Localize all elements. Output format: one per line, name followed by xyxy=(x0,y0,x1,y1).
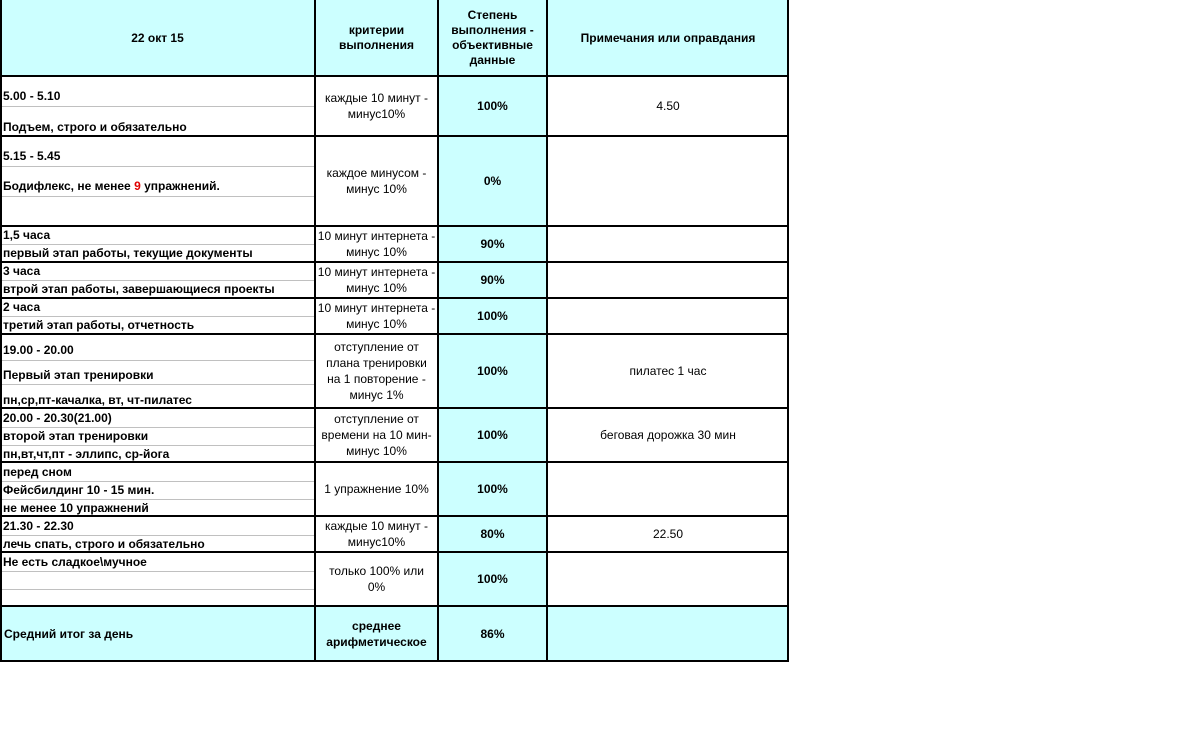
summary-note[interactable] xyxy=(547,606,789,661)
column-border xyxy=(787,0,789,662)
summary-criteria[interactable]: среднее арифметическое xyxy=(315,606,438,661)
degree-cell[interactable]: 100% xyxy=(438,76,547,136)
task-time: 19.00 - 20.00 xyxy=(3,343,74,357)
criteria-cell[interactable]: 10 минут интернета - минус 10% xyxy=(315,262,438,298)
criteria-cell[interactable]: каждое минусом - минус 10% xyxy=(315,136,438,226)
column-border xyxy=(0,0,2,662)
note-cell[interactable] xyxy=(547,552,789,606)
row-border xyxy=(0,515,789,517)
task-cell[interactable] xyxy=(0,462,315,516)
note-cell[interactable]: беговая дорожка 30 мин xyxy=(547,408,789,462)
criteria-cell[interactable]: каждые 10 минут - минус10% xyxy=(315,76,438,136)
note-cell[interactable] xyxy=(547,136,789,226)
task-time: 3 часа xyxy=(3,264,41,278)
degree-cell[interactable]: 100% xyxy=(438,462,547,516)
criteria-cell[interactable]: 10 минут интернета - минус 10% xyxy=(315,298,438,334)
row-border xyxy=(0,551,789,553)
task-time: 2 часа xyxy=(3,300,41,314)
task-description: Первый этап тренировки xyxy=(3,368,154,382)
degree-cell[interactable]: 90% xyxy=(438,262,547,298)
task-description: лечь спать, строго и обязательно xyxy=(3,537,205,551)
task-description: второй этап тренировки xyxy=(3,429,149,443)
degree-cell[interactable]: 100% xyxy=(438,552,547,606)
exercise-count: 9 xyxy=(134,179,141,193)
row-border xyxy=(0,333,789,335)
row-border xyxy=(0,225,789,227)
task-cell[interactable] xyxy=(0,334,315,408)
task-text-part: Бодифлекс, не менее xyxy=(3,179,131,193)
summary-label[interactable]: Средний итог за день xyxy=(0,606,315,661)
row-border xyxy=(0,660,789,662)
gridline xyxy=(0,384,315,385)
row-border xyxy=(0,297,789,299)
note-cell[interactable]: 4.50 xyxy=(547,76,789,136)
column-border xyxy=(437,0,439,662)
task-cell[interactable] xyxy=(0,136,315,226)
degree-cell[interactable]: 90% xyxy=(438,226,547,262)
task-time: 20.00 - 20.30(21.00) xyxy=(3,411,112,425)
row-border xyxy=(0,605,789,607)
task-description: втрой этап работы, завершающиеся проекты xyxy=(3,282,275,296)
criteria-cell[interactable]: каждые 10 минут - минус10% xyxy=(315,516,438,552)
task-time: 5.15 - 5.45 xyxy=(3,149,61,163)
column-border xyxy=(546,0,548,662)
gridline xyxy=(0,360,315,361)
task-cell[interactable] xyxy=(0,516,315,552)
task-cell[interactable] xyxy=(0,262,315,298)
task-cell[interactable] xyxy=(0,298,315,334)
gridline xyxy=(0,196,315,197)
row-border xyxy=(0,407,789,409)
task-detail: пн,вт,чт,пт - эллипс, ср-йога xyxy=(3,447,170,461)
criteria-cell[interactable]: отступление от плана тренировки на 1 повторение - минус 1% xyxy=(315,334,438,408)
gridline xyxy=(0,589,315,590)
task-time: перед сном xyxy=(3,465,72,479)
task-cell[interactable] xyxy=(0,552,315,606)
summary-degree[interactable]: 86% xyxy=(438,606,547,661)
note-cell[interactable] xyxy=(547,226,789,262)
row-border xyxy=(0,461,789,463)
task-description: первый этап работы, текущие документы xyxy=(3,246,253,260)
row-border xyxy=(0,75,789,77)
gridline xyxy=(0,571,315,572)
note-cell[interactable]: пилатес 1 час xyxy=(547,334,789,408)
task-description: Фейсбилдинг 10 - 15 мин. xyxy=(3,483,155,497)
task-cell[interactable] xyxy=(0,76,315,136)
note-cell[interactable] xyxy=(547,262,789,298)
degree-cell[interactable]: 100% xyxy=(438,334,547,408)
header-notes[interactable]: Примечания или оправдания xyxy=(547,0,789,76)
note-cell[interactable] xyxy=(547,462,789,516)
criteria-cell[interactable]: отступление от времени на 10 мин- минус 10% xyxy=(315,408,438,462)
task-description: Подъем, строго и обязательно xyxy=(3,120,187,134)
header-degree[interactable]: Степень выполнения - объективные данные xyxy=(438,0,547,76)
note-cell[interactable] xyxy=(547,298,789,334)
task-detail: не менее 10 упражнений xyxy=(3,501,149,515)
gridline xyxy=(0,166,315,167)
row-border xyxy=(0,261,789,263)
task-description xyxy=(3,178,313,194)
task-detail: пн,ср,пт-качалка, вт, чт-пилатес xyxy=(3,393,192,407)
criteria-cell[interactable]: 1 упражнение 10% xyxy=(315,462,438,516)
column-border xyxy=(314,0,316,662)
task-time: 21.30 - 22.30 xyxy=(3,519,74,533)
criteria-cell[interactable]: только 100% или 0% xyxy=(315,552,438,606)
degree-cell[interactable]: 0% xyxy=(438,136,547,226)
task-description: третий этап работы, отчетность xyxy=(3,318,195,332)
row-border xyxy=(0,135,789,137)
degree-cell[interactable]: 80% xyxy=(438,516,547,552)
task-cell[interactable] xyxy=(0,226,315,262)
gridline xyxy=(0,106,315,107)
task-time: 1,5 часа xyxy=(3,228,51,242)
task-description: Не есть сладкое\мучное xyxy=(3,555,147,569)
degree-cell[interactable]: 100% xyxy=(438,298,547,334)
degree-cell[interactable]: 100% xyxy=(438,408,547,462)
task-cell[interactable] xyxy=(0,408,315,462)
note-cell[interactable]: 22.50 xyxy=(547,516,789,552)
task-time: 5.00 - 5.10 xyxy=(3,89,61,103)
task-text-part: упражнений. xyxy=(144,179,220,193)
header-date[interactable]: 22 окт 15 xyxy=(0,0,315,76)
header-criteria[interactable]: критерии выполнения xyxy=(315,0,438,76)
criteria-cell[interactable]: 10 минут интернета - минус 10% xyxy=(315,226,438,262)
